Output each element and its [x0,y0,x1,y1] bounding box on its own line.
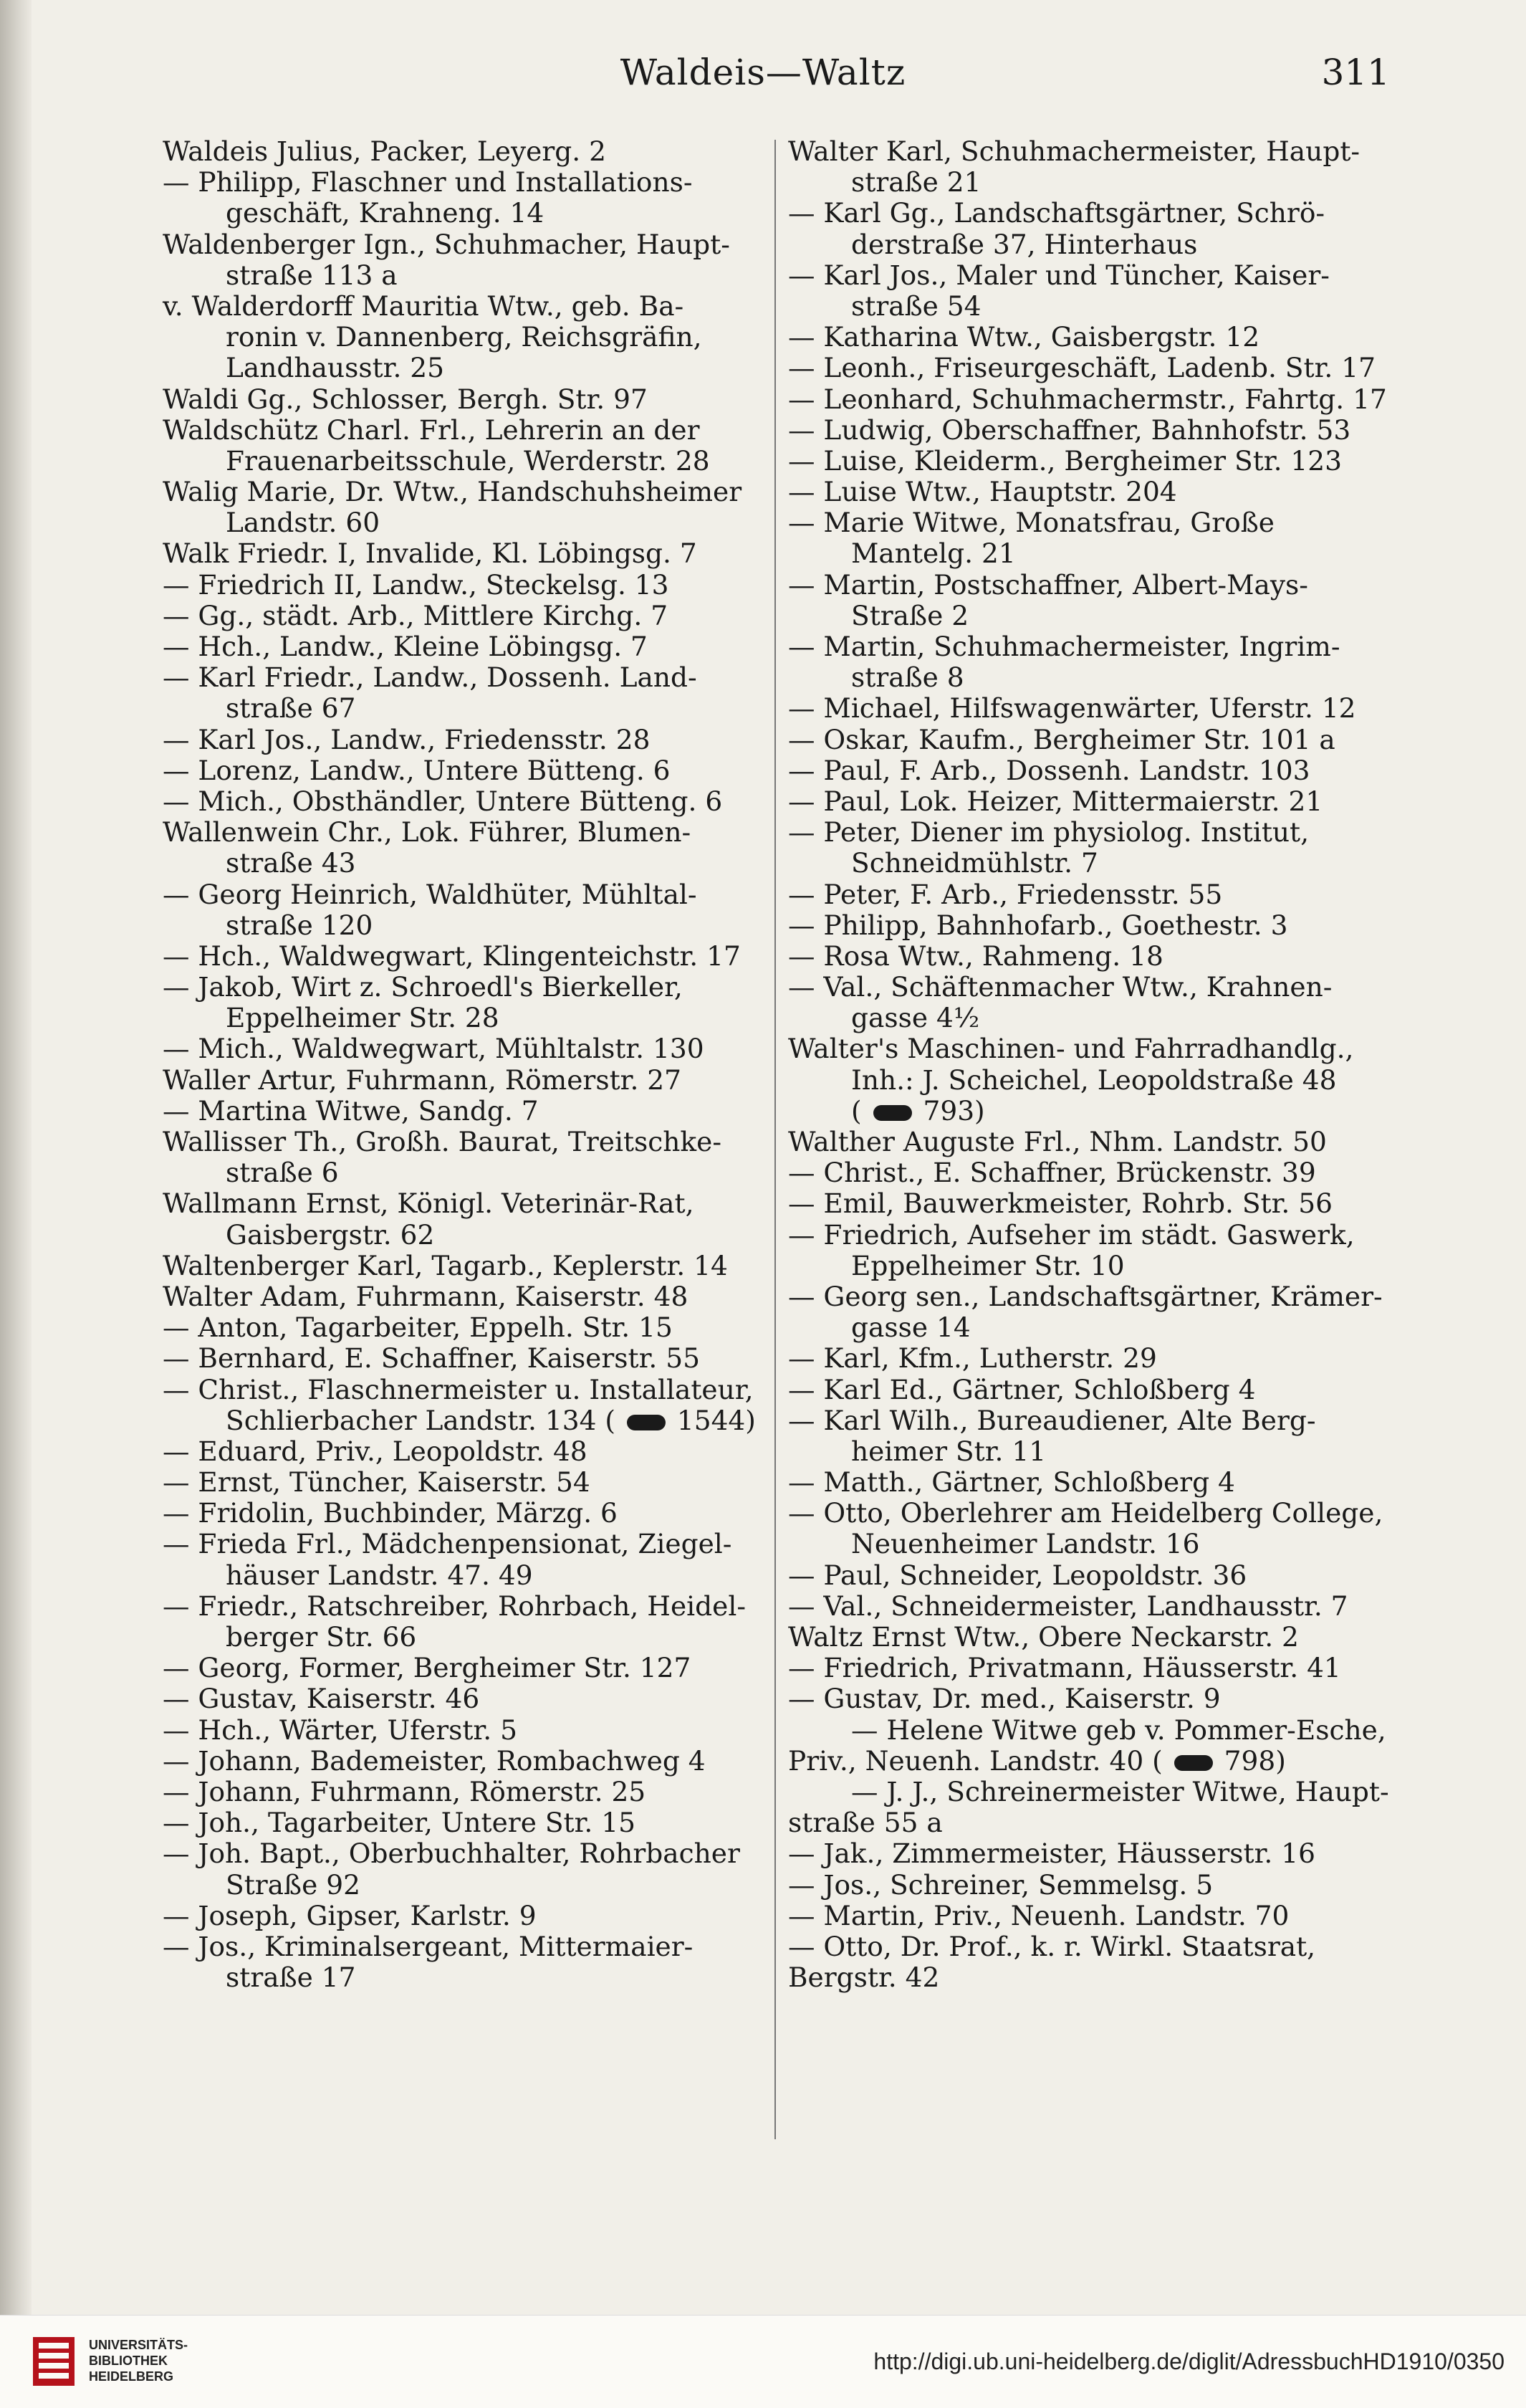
directory-entry-line: — Johann, Bademeister, Rombachweg 4 [163,1744,706,1777]
directory-entry-line: — Jos., Kriminalsergeant, Mittermaier- [163,1930,694,1962]
directory-entry-line: straße 67 [226,692,356,725]
directory-entry-line: Mantelg. 21 [851,538,1016,570]
directory-entry-line: straße 21 [851,166,982,199]
directory-entry-line: v. Walderdorff Mauritia Wtw., geb. Ba- [163,290,684,322]
directory-entry-line: — Karl Wilh., Bureaudiener, Alte Berg- [788,1404,1316,1436]
directory-entry-line: — Rosa Wtw., Rahmeng. 18 [788,940,1163,972]
directory-entry-line: — Marie Witwe, Monatsfrau, Große [788,507,1275,539]
directory-entry-line: — Luise Wtw., Hauptstr. 204 [788,476,1177,508]
directory-entry-line: — Paul, Schneider, Leopoldstr. 36 [788,1559,1247,1591]
directory-entry-line: — Katharina Wtw., Gaisbergstr. 12 [788,321,1260,353]
directory-entry-line: — Friedrich, Privatmann, Häusserstr. 41 [788,1652,1341,1684]
directory-entry-line: — J. J., Schreinermeister Witwe, Haupt- [851,1775,1389,1807]
directory-entry-line: Inh.: J. Scheichel, Leopoldstraße 48 [851,1064,1337,1096]
directory-entry-line: — Philipp, Bahnhofarb., Goethestr. 3 [788,909,1288,941]
directory-entry-line: — Friedrich, Aufseher im städt. Gaswerk, [788,1218,1355,1251]
directory-entry-line: Walther Auguste Frl., Nhm. Landstr. 50 [788,1126,1327,1157]
footer-bar [0,2315,1526,2408]
directory-entry-line: Wallisser Th., Großh. Baurat, Treitschke- [163,1126,722,1157]
directory-entry-line: straße 17 [226,1962,356,1994]
entry-text: 798) [1215,1744,1286,1777]
directory-entry-line: Walter Karl, Schuhmachermeister, Haupt- [788,135,1361,167]
directory-entry-line: — Fridolin, Buchbinder, Märzg. 6 [163,1497,618,1529]
directory-entry-line: — Leonhard, Schuhmachermstr., Fahrtg. 17 [788,383,1387,415]
entry-text: Priv., Neuenh. Landstr. 40 ( [788,1744,1171,1777]
directory-entry-line: — Helene Witwe geb v. Pommer-Esche, [851,1714,1386,1746]
directory-entry-line: — Christ., Flaschnermeister u. Installateur, [163,1373,754,1405]
directory-entry-line: — Martina Witwe, Sandg. 7 [163,1094,539,1127]
directory-entry-line: Wallenwein Chr., Lok. Führer, Blumen- [163,816,691,849]
directory-entry-line: Walk Friedr. I, Invalide, Kl. Löbingsg. 7 [163,538,697,570]
page-number: 311 [1321,52,1390,93]
directory-entry-line: straße 113 a [226,259,398,291]
directory-entry-line: — Hch., Landw., Kleine Löbingsg. 7 [163,631,648,662]
directory-entry-line: Waldschütz Charl. Frl., Lehrerin an der [163,414,700,446]
running-head: Waldeis—Waltz [620,52,906,93]
directory-entry-line: — Paul, Lok. Heizer, Mittermaierstr. 21 [788,785,1323,817]
library-name-line-3: HEIDELBERG [89,2369,174,2384]
directory-entry-line: Waltenberger Karl, Tagarb., Keplerstr. 14 [163,1249,728,1281]
directory-entry-line: — Joh., Tagarbeiter, Untere Str. 15 [163,1807,635,1839]
directory-entry-line: — Joseph, Gipser, Karlstr. 9 [163,1899,537,1931]
library-name-line-1: UNIVERSITÄTS- [89,2338,188,2352]
directory-entry-line: — Martin, Priv., Neuenh. Landstr. 70 [788,1899,1290,1931]
directory-entry-line: — Val., Schäftenmacher Wtw., Krahnen- [788,971,1333,1003]
directory-entry-line: — Paul, F. Arb., Dossenh. Landstr. 103 [788,754,1310,786]
page-header [0,52,1526,102]
entry-text: ( [851,1094,870,1127]
directory-entry-line: — Otto, Oberlehrer am Heidelberg College, [788,1497,1383,1529]
directory-entry-line: straße 120 [226,909,373,941]
directory-entry-line: — Karl Jos., Landw., Friedensstr. 28 [163,723,651,755]
directory-entry-line: Waller Artur, Fuhrmann, Römerstr. 27 [163,1064,682,1096]
directory-entry-line: häuser Landstr. 47. 49 [226,1559,533,1591]
directory-entry-line [163,1405,786,1436]
entry-text: 1544) [668,1404,756,1436]
directory-entry-line: geschäft, Krahneng. 14 [226,197,544,229]
directory-entry-line: Wallmann Ernst, Königl. Veterinär-Rat, [163,1188,694,1220]
entry-text: Schlierbacher Landstr. 134 ( [226,1404,624,1436]
directory-entry-line: — Christ., E. Schaffner, Brückenstr. 39 [788,1157,1316,1189]
directory-entry-line: straße 6 [226,1157,339,1189]
directory-entry-line: Schneidmühlstr. 7 [851,847,1098,879]
entry-text: 793) [914,1094,985,1127]
left-column [163,136,786,1993]
directory-entry-line [788,1746,1411,1777]
directory-entry-line: — Martin, Schuhmachermeister, Ingrim- [788,631,1340,662]
directory-entry-line: straße 8 [851,661,964,694]
directory-entry-line: — Anton, Tagarbeiter, Eppelh. Str. 15 [163,1312,673,1344]
directory-entry-line: ronin v. Dannenberg, Reichsgräfin, [226,321,702,353]
directory-entry-line: gasse 14 [851,1312,971,1344]
directory-entry-line: — Matth., Gärtner, Schloßberg 4 [788,1466,1235,1499]
directory-entry-line: — Philipp, Flaschner und Installations- [163,166,693,199]
directory-entry-line: — Ludwig, Oberschaffner, Bahnhofstr. 53 [788,414,1351,446]
directory-entry-line: straße 43 [226,847,356,879]
library-name [89,2337,188,2384]
library-name-line-2: BIBLIOTHEK [89,2354,168,2368]
directory-entry-line: — Karl Ed., Gärtner, Schloßberg 4 [788,1373,1256,1405]
directory-entry-line: — Mich., Obsthändler, Untere Bütteng. 6 [163,785,723,817]
directory-entry-line: — Hch., Wärter, Uferstr. 5 [163,1714,517,1746]
telephone-icon [1174,1755,1213,1771]
directory-entry-line: — Jos., Schreiner, Semmelsg. 5 [788,1868,1214,1901]
directory-entry-line: — Gustav, Kaiserstr. 46 [163,1683,480,1715]
directory-entry-line: Walig Marie, Dr. Wtw., Handschuhsheimer [163,476,742,508]
right-column [788,136,1411,1993]
directory-entry-line: Walter's Maschinen- und Fahrradhandlg., [788,1033,1354,1065]
directory-entry-line: Eppelheimer Str. 10 [851,1249,1125,1281]
directory-entry-line: — Emil, Bauwerkmeister, Rohrb. Str. 56 [788,1188,1333,1220]
directory-entry-line: — Mich., Waldwegwart, Mühltalstr. 130 [163,1033,704,1065]
directory-entry-line: — Luise, Kleiderm., Bergheimer Str. 123 [788,444,1342,477]
directory-entry-line: — Leonh., Friseurgeschäft, Ladenb. Str. 17 [788,352,1376,384]
directory-entry-line: Neuenheimer Landstr. 16 [851,1528,1200,1560]
directory-entry-line: Walter Adam, Fuhrmann, Kaiserstr. 48 [163,1280,688,1312]
directory-entry-line: — Martin, Postschaffner, Albert-Mays- [788,568,1308,601]
directory-entry-line: straße 55 a [788,1807,943,1839]
directory-entry-line: heimer Str. 11 [851,1435,1047,1467]
directory-entry-line: — Georg Heinrich, Waldhüter, Mühltal- [163,878,697,910]
directory-entry-line: — Joh. Bapt., Oberbuchhalter, Rohrbacher [163,1838,740,1870]
directory-entry-line: Bergstr. 42 [788,1962,940,1994]
directory-entry-line: Straße 2 [851,599,969,631]
directory-entry-line: — Karl, Kfm., Lutherstr. 29 [788,1342,1157,1375]
directory-entry-line: — Ernst, Tüncher, Kaiserstr. 54 [163,1466,590,1499]
directory-entry-line: Frauenarbeitsschule, Werderstr. 28 [226,444,710,477]
directory-entry-line: — Karl Jos., Maler und Tüncher, Kaiser- [788,259,1330,291]
directory-entry-line: — Lorenz, Landw., Untere Bütteng. 6 [163,754,671,786]
directory-entry-line: Eppelheimer Str. 28 [226,1002,499,1034]
directory-entry-line: Straße 92 [226,1868,360,1901]
directory-entry-line: — Friedr., Ratschreiber, Rohrbach, Heidel- [163,1590,746,1622]
directory-entry-line: — Michael, Hilfswagenwärter, Uferstr. 12 [788,692,1356,725]
directory-entry-line: derstraße 37, Hinterhaus [851,228,1198,260]
directory-entry-line: Waltz Ernst Wtw., Obere Neckarstr. 2 [788,1621,1299,1653]
directory-entry-line: straße 54 [851,290,982,322]
directory-entry-line: Waldenberger Ign., Schuhmacher, Haupt- [163,228,730,260]
library-logo-icon [32,2336,76,2387]
directory-entry-line: — Oskar, Kaufm., Bergheimer Str. 101 a [788,723,1335,755]
directory-entry-line: — Jakob, Wirt z. Schroedl's Bierkeller, [163,971,683,1003]
directory-entry-line: Gaisbergstr. 62 [226,1218,435,1251]
directory-entry-line: Landstr. 60 [226,507,380,539]
directory-entry-line: — Hch., Waldwegwart, Klingenteichstr. 17 [163,940,741,972]
directory-entry-line: — Frieda Frl., Mädchenpensionat, Ziegel- [163,1528,732,1560]
column-divider [774,140,776,2139]
source-url-link[interactable]: http://digi.ub.uni-heidelberg.de/diglit/AdressbuchHD1910/0350 [873,2349,1505,2374]
directory-entry-line: — Karl Gg., Landschaftsgärtner, Schrö- [788,197,1325,229]
directory-entry-line: — Friedrich II, Landw., Steckelsg. 13 [163,568,669,601]
directory-entry-line: gasse 4½ [851,1002,980,1034]
directory-entry-line: — Otto, Dr. Prof., k. r. Wirkl. Staatsrat, [788,1930,1316,1962]
directory-entry-line [788,1096,1411,1127]
directory-entry-line: berger Str. 66 [226,1621,417,1653]
directory-entry-line: — Peter, F. Arb., Friedensstr. 55 [788,878,1223,910]
telephone-icon [627,1415,666,1430]
directory-entry-line: — Johann, Fuhrmann, Römerstr. 25 [163,1775,646,1807]
directory-entry-line: — Georg, Former, Bergheimer Str. 127 [163,1652,691,1684]
directory-entry-line: — Peter, Diener im physiolog. Institut, [788,816,1310,849]
directory-entry-line: Landhausstr. 25 [226,352,444,384]
telephone-icon [873,1105,912,1121]
directory-entry-line: — Jak., Zimmermeister, Häusserstr. 16 [788,1838,1315,1870]
directory-entry-line: Waldeis Julius, Packer, Leyerg. 2 [163,135,606,167]
directory-entry-line: — Gg., städt. Arb., Mittlere Kirchg. 7 [163,599,668,631]
directory-entry-line: — Bernhard, E. Schaffner, Kaiserstr. 55 [163,1342,700,1375]
book-binding-edge [0,0,32,2315]
directory-entry-line: Waldi Gg., Schlosser, Bergh. Str. 97 [163,383,648,415]
directory-entry-line: — Val., Schneidermeister, Landhausstr. 7 [788,1590,1348,1622]
directory-entry-line: — Karl Friedr., Landw., Dossenh. Land- [163,661,697,694]
directory-entry-line: — Eduard, Priv., Leopoldstr. 48 [163,1435,587,1467]
directory-entry-line: — Georg sen., Landschaftsgärtner, Krämer- [788,1280,1383,1312]
directory-entry-line: — Gustav, Dr. med., Kaiserstr. 9 [788,1683,1221,1715]
